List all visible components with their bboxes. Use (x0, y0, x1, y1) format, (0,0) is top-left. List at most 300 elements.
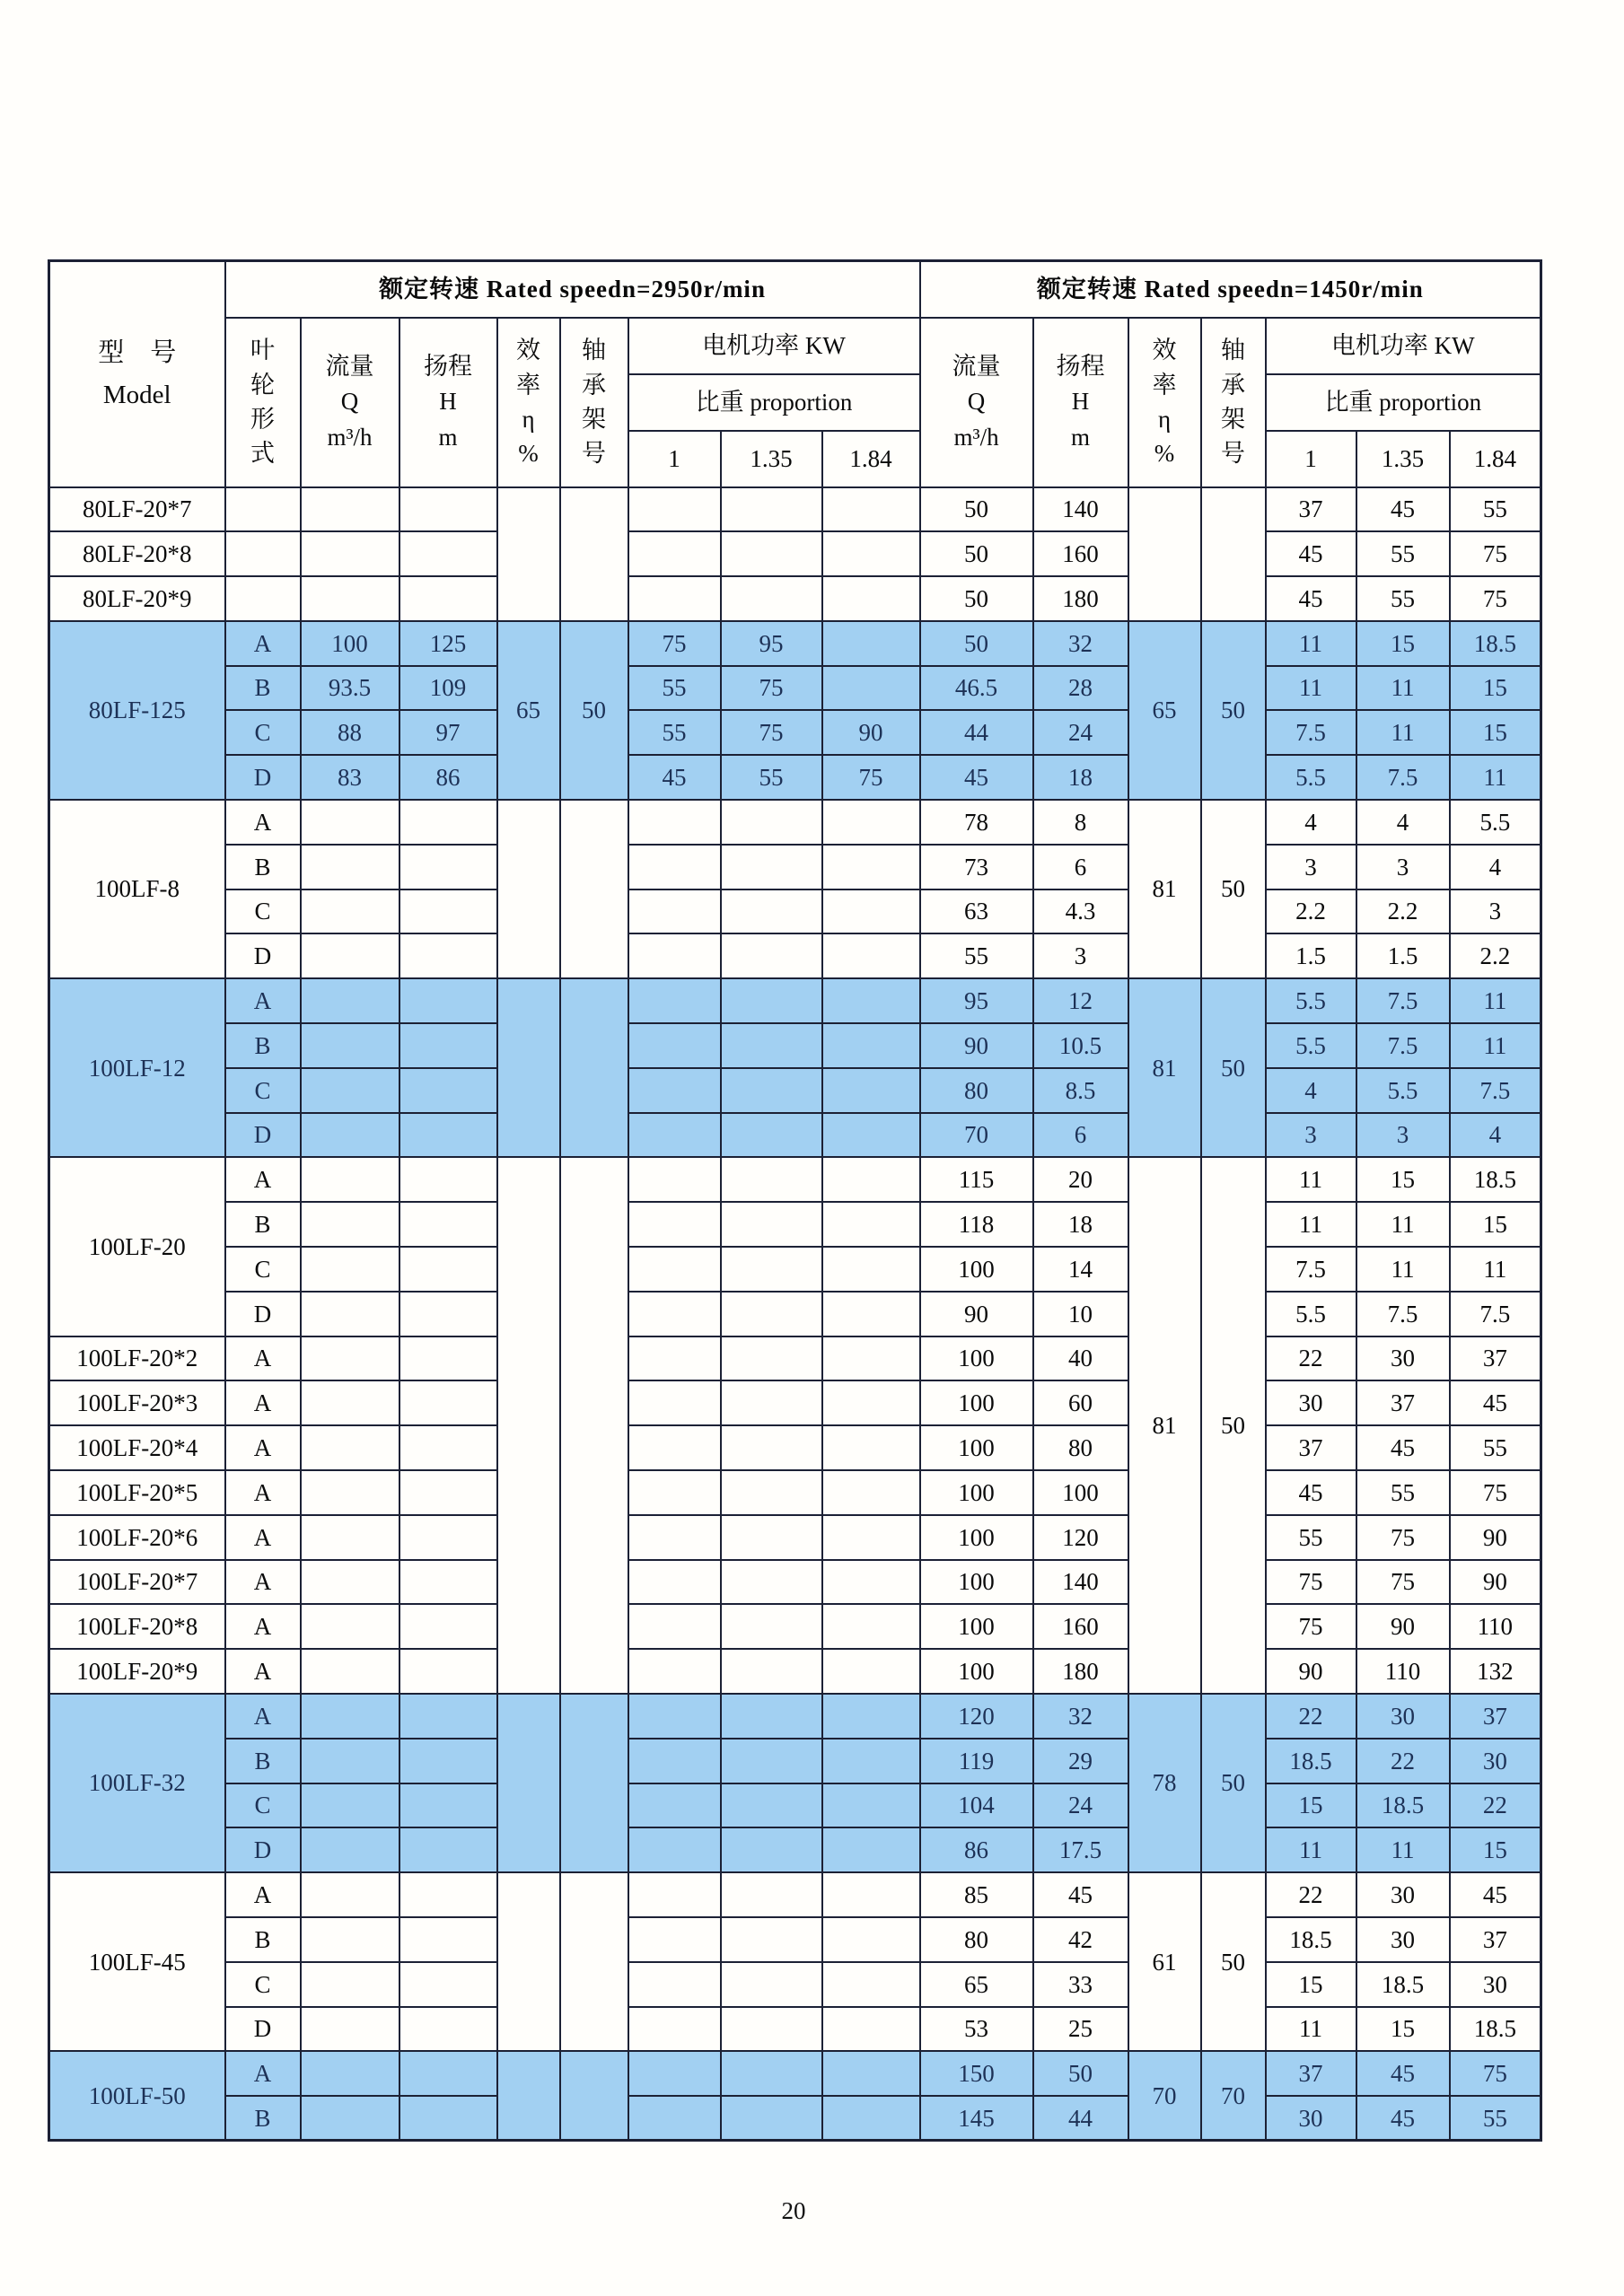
cell-flow-1450: 95 (920, 978, 1033, 1023)
table-row (49, 1962, 1541, 2007)
cell-power-2950-r184 (822, 933, 920, 978)
cell-flow-2950 (301, 889, 399, 934)
header-efficiency-1450: 效 率 η % (1128, 318, 1201, 487)
cell-head-1450: 18 (1033, 755, 1128, 800)
cell-power-1450-r135: 11 (1356, 1202, 1450, 1247)
cell-efficiency-1450: 65 (1128, 621, 1201, 800)
cell-power-2950-r1 (628, 1739, 721, 1783)
cell-power-1450-r1: 75 (1266, 1604, 1356, 1649)
cell-power-2950-r1 (628, 2007, 721, 2052)
cell-power-1450-r1: 22 (1266, 1336, 1356, 1381)
cell-bearing-1450 (1201, 487, 1266, 621)
cell-power-1450-r135: 2.2 (1356, 889, 1450, 934)
cell-power-1450-r135: 4 (1356, 800, 1450, 845)
cell-head-1450: 12 (1033, 978, 1128, 1023)
cell-impeller (225, 487, 301, 532)
cell-head-2950: 97 (399, 710, 497, 755)
cell-bearing-1450: 50 (1201, 621, 1266, 800)
cell-power-1450-r135: 3 (1356, 845, 1450, 889)
header-bearing-1450: 轴 承 架 号 (1201, 318, 1266, 487)
cell-power-1450-r135: 90 (1356, 1604, 1450, 1649)
cell-flow-1450: 65 (920, 1962, 1033, 2007)
cell-impeller: D (225, 755, 301, 800)
cell-power-1450-r184: 37 (1450, 1917, 1541, 1962)
cell-head-2950 (399, 2051, 497, 2096)
cell-flow-1450: 86 (920, 1827, 1033, 1872)
table-row (49, 800, 1541, 845)
cell-power-1450-r184: 5.5 (1450, 800, 1541, 845)
cell-flow-1450: 120 (920, 1694, 1033, 1739)
cell-flow-2950 (301, 1604, 399, 1649)
table-row (49, 1827, 1541, 1872)
cell-power-1450-r135: 30 (1356, 1336, 1450, 1381)
cell-power-2950-r135 (721, 889, 822, 934)
cell-power-1450-r135: 30 (1356, 1872, 1450, 1917)
cell-power-2950-r1 (628, 1023, 721, 1068)
cell-power-2950-r184 (822, 576, 920, 621)
cell-power-2950-r184 (822, 1336, 920, 1381)
header-bearing-2950: 轴 承 架 号 (560, 318, 628, 487)
cell-power-2950-r184 (822, 1604, 920, 1649)
cell-bearing-2950 (560, 1157, 628, 1694)
cell-power-1450-r184: 45 (1450, 1872, 1541, 1917)
cell-power-2950-r1 (628, 1425, 721, 1470)
cell-flow-1450: 50 (920, 621, 1033, 666)
cell-flow-1450: 85 (920, 1872, 1033, 1917)
cell-power-2950-r135 (721, 1292, 822, 1336)
cell-flow-1450: 100 (920, 1649, 1033, 1694)
cell-power-1450-r184: 90 (1450, 1560, 1541, 1605)
cell-impeller: B (225, 1023, 301, 1068)
cell-head-2950 (399, 1336, 497, 1381)
header-ratio-1450-1.35: 1.35 (1356, 431, 1450, 487)
cell-head-2950 (399, 800, 497, 845)
cell-power-2950-r184 (822, 1694, 920, 1739)
cell-power-2950-r1 (628, 1560, 721, 1605)
cell-power-1450-r184: 3 (1450, 889, 1541, 934)
cell-flow-2950 (301, 1068, 399, 1113)
cell-power-2950-r184 (822, 2051, 920, 2096)
cell-flow-2950 (301, 531, 399, 576)
table-row (49, 621, 1541, 666)
table-row (49, 666, 1541, 711)
cell-power-2950-r1 (628, 1068, 721, 1113)
cell-power-1450-r135: 45 (1356, 487, 1450, 532)
cell-flow-1450: 45 (920, 755, 1033, 800)
header-head-1450: 扬程 H m (1033, 318, 1128, 487)
cell-power-2950-r184 (822, 1023, 920, 1068)
cell-power-1450-r135: 11 (1356, 710, 1450, 755)
cell-head-2950 (399, 1113, 497, 1158)
cell-flow-1450: 119 (920, 1739, 1033, 1783)
cell-power-2950-r135 (721, 1113, 822, 1158)
header-model (49, 261, 225, 487)
cell-efficiency-2950 (497, 487, 560, 621)
cell-power-1450-r184: 110 (1450, 1604, 1541, 1649)
table-row (49, 487, 1541, 532)
cell-power-1450-r1: 11 (1266, 621, 1356, 666)
cell-power-2950-r1 (628, 2096, 721, 2141)
cell-power-2950-r184 (822, 1380, 920, 1425)
cell-head-2950 (399, 1604, 497, 1649)
cell-flow-2950 (301, 1783, 399, 1828)
cell-flow-2950 (301, 1202, 399, 1247)
cell-flow-2950 (301, 1336, 399, 1381)
cell-power-1450-r184: 7.5 (1450, 1068, 1541, 1113)
cell-flow-1450: 63 (920, 889, 1033, 934)
cell-power-1450-r184: 55 (1450, 2096, 1541, 2141)
cell-flow-2950 (301, 1962, 399, 2007)
cell-flow-2950 (301, 1739, 399, 1783)
table-row (49, 845, 1541, 889)
table-row (49, 1336, 1541, 1381)
cell-impeller: A (225, 1560, 301, 1605)
cell-flow-2950 (301, 800, 399, 845)
cell-efficiency-1450 (1128, 487, 1201, 621)
table-row (49, 1425, 1541, 1470)
cell-power-2950-r1 (628, 1113, 721, 1158)
table-body (49, 487, 1541, 2141)
cell-head-1450: 10.5 (1033, 1023, 1128, 1068)
cell-head-1450: 18 (1033, 1202, 1128, 1247)
cell-power-2950-r1 (628, 845, 721, 889)
cell-head-1450: 10 (1033, 1292, 1128, 1336)
cell-impeller: C (225, 710, 301, 755)
cell-power-1450-r184: 4 (1450, 1113, 1541, 1158)
cell-head-1450: 45 (1033, 1872, 1128, 1917)
cell-power-1450-r1: 11 (1266, 1157, 1356, 1202)
cell-efficiency-2950 (497, 978, 560, 1157)
cell-power-1450-r184: 18.5 (1450, 1157, 1541, 1202)
cell-power-2950-r1 (628, 1604, 721, 1649)
cell-power-2950-r184 (822, 1739, 920, 1783)
table-row (49, 1157, 1541, 1202)
cell-power-2950-r135 (721, 1560, 822, 1605)
cell-flow-2950 (301, 1515, 399, 1560)
cell-power-2950-r1 (628, 1872, 721, 1917)
cell-efficiency-2950 (497, 1157, 560, 1694)
cell-model: 80LF-20*8 (49, 531, 225, 576)
table-row (49, 1872, 1541, 1917)
cell-power-1450-r184: 55 (1450, 1425, 1541, 1470)
cell-flow-2950 (301, 1425, 399, 1470)
cell-flow-1450: 44 (920, 710, 1033, 755)
cell-power-2950-r135 (721, 1694, 822, 1739)
header-flow-1450: 流量 Q m³/h (920, 318, 1033, 487)
cell-power-1450-r1: 22 (1266, 1872, 1356, 1917)
cell-flow-1450: 100 (920, 1336, 1033, 1381)
header-proportion-2950: 比重 proportion (628, 374, 920, 431)
cell-power-2950-r1 (628, 1827, 721, 1872)
cell-head-2950 (399, 1739, 497, 1783)
cell-power-1450-r184: 15 (1450, 1827, 1541, 1872)
cell-power-1450-r1: 15 (1266, 1783, 1356, 1828)
cell-power-2950-r1 (628, 1694, 721, 1739)
table-row (49, 1917, 1541, 1962)
cell-power-2950-r135 (721, 1470, 822, 1515)
cell-flow-1450: 104 (920, 1783, 1033, 1828)
cell-power-1450-r1: 37 (1266, 1425, 1356, 1470)
cell-power-2950-r184 (822, 1157, 920, 1202)
cell-power-1450-r1: 15 (1266, 1962, 1356, 2007)
cell-bearing-2950 (560, 1872, 628, 2051)
cell-impeller: A (225, 1694, 301, 1739)
cell-head-2950 (399, 1425, 497, 1470)
cell-power-1450-r135: 75 (1356, 1560, 1450, 1605)
table-row (49, 889, 1541, 934)
table-row (49, 1739, 1541, 1783)
cell-model: 100LF-8 (49, 800, 225, 978)
cell-power-1450-r1: 45 (1266, 576, 1356, 621)
cell-power-2950-r1 (628, 576, 721, 621)
cell-power-1450-r1: 5.5 (1266, 1292, 1356, 1336)
cell-flow-1450: 50 (920, 531, 1033, 576)
cell-head-1450: 140 (1033, 487, 1128, 532)
cell-model: 100LF-20*9 (49, 1649, 225, 1694)
cell-power-2950-r184: 90 (822, 710, 920, 755)
cell-bearing-1450: 50 (1201, 1157, 1266, 1694)
cell-power-2950-r1 (628, 978, 721, 1023)
cell-flow-2950 (301, 1827, 399, 1872)
cell-power-2950-r135: 55 (721, 755, 822, 800)
header-efficiency-2950: 效 率 η % (497, 318, 560, 487)
cell-flow-2950 (301, 1649, 399, 1694)
cell-efficiency-1450: 78 (1128, 1694, 1201, 1872)
cell-impeller (225, 531, 301, 576)
cell-impeller: A (225, 621, 301, 666)
cell-flow-1450: 90 (920, 1023, 1033, 1068)
cell-head-2950 (399, 1380, 497, 1425)
cell-flow-1450: 90 (920, 1292, 1033, 1336)
cell-power-1450-r1: 1.5 (1266, 933, 1356, 978)
cell-bearing-2950 (560, 2051, 628, 2141)
table-row (49, 1247, 1541, 1292)
cell-power-2950-r184 (822, 1247, 920, 1292)
cell-head-2950 (399, 1023, 497, 1068)
cell-power-1450-r135: 1.5 (1356, 933, 1450, 978)
cell-bearing-2950 (560, 1694, 628, 1872)
cell-head-1450: 29 (1033, 1739, 1128, 1783)
header-ratio-2950-1: 1 (628, 431, 721, 487)
cell-model: 80LF-20*7 (49, 487, 225, 532)
cell-flow-2950: 83 (301, 755, 399, 800)
cell-power-1450-r184: 37 (1450, 1336, 1541, 1381)
cell-power-1450-r135: 30 (1356, 1917, 1450, 1962)
cell-power-1450-r184: 55 (1450, 487, 1541, 532)
cell-flow-1450: 100 (920, 1560, 1033, 1605)
header-ratio-2950-1.35: 1.35 (721, 431, 822, 487)
cell-power-1450-r1: 7.5 (1266, 1247, 1356, 1292)
cell-power-2950-r135 (721, 1515, 822, 1560)
header-proportion-1450: 比重 proportion (1266, 374, 1541, 431)
cell-power-1450-r135: 15 (1356, 1157, 1450, 1202)
cell-head-1450: 32 (1033, 621, 1128, 666)
header-flow-2950: 流量 Q m³/h (301, 318, 399, 487)
cell-power-2950-r135: 75 (721, 710, 822, 755)
cell-model: 100LF-20*8 (49, 1604, 225, 1649)
table-row (49, 1649, 1541, 1694)
header-motor-power-1450: 电机功率 KW (1266, 318, 1541, 374)
cell-power-1450-r1: 75 (1266, 1560, 1356, 1605)
cell-power-2950-r135 (721, 1827, 822, 1872)
cell-flow-2950 (301, 2007, 399, 2052)
cell-head-2950 (399, 1649, 497, 1694)
cell-impeller: B (225, 2096, 301, 2141)
cell-power-1450-r1: 11 (1266, 2007, 1356, 2052)
cell-power-2950-r184 (822, 1515, 920, 1560)
table-row (49, 1292, 1541, 1336)
cell-power-2950-r1 (628, 1515, 721, 1560)
cell-power-1450-r135: 7.5 (1356, 1292, 1450, 1336)
cell-power-2950-r184 (822, 1783, 920, 1828)
cell-flow-2950 (301, 487, 399, 532)
cell-power-2950-r184 (822, 1470, 920, 1515)
cell-head-1450: 20 (1033, 1157, 1128, 1202)
cell-head-1450: 80 (1033, 1425, 1128, 1470)
cell-head-1450: 100 (1033, 1470, 1128, 1515)
cell-power-1450-r184: 11 (1450, 978, 1541, 1023)
cell-flow-1450: 80 (920, 1917, 1033, 1962)
cell-flow-2950: 93.5 (301, 666, 399, 711)
cell-head-2950 (399, 1292, 497, 1336)
cell-power-1450-r184: 75 (1450, 1470, 1541, 1515)
cell-power-1450-r184: 75 (1450, 576, 1541, 621)
cell-power-2950-r135 (721, 487, 822, 532)
cell-efficiency-2950 (497, 2051, 560, 2141)
table-row (49, 576, 1541, 621)
cell-impeller: C (225, 1068, 301, 1113)
cell-power-2950-r1: 55 (628, 666, 721, 711)
cell-power-2950-r184 (822, 1113, 920, 1158)
cell-power-1450-r1: 37 (1266, 487, 1356, 532)
cell-flow-1450: 55 (920, 933, 1033, 978)
cell-head-1450: 17.5 (1033, 1827, 1128, 1872)
cell-head-2950 (399, 1247, 497, 1292)
cell-head-1450: 180 (1033, 576, 1128, 621)
table-row (49, 1694, 1541, 1739)
cell-flow-2950: 88 (301, 710, 399, 755)
cell-power-2950-r184 (822, 621, 920, 666)
cell-flow-2950 (301, 1023, 399, 1068)
cell-flow-1450: 100 (920, 1425, 1033, 1470)
cell-power-1450-r135: 15 (1356, 2007, 1450, 2052)
cell-impeller: C (225, 1247, 301, 1292)
cell-head-2950 (399, 1694, 497, 1739)
cell-impeller: B (225, 845, 301, 889)
cell-model: 100LF-20*7 (49, 1560, 225, 1605)
cell-power-2950-r1 (628, 1247, 721, 1292)
cell-impeller: D (225, 1113, 301, 1158)
cell-model: 80LF-125 (49, 621, 225, 800)
cell-power-1450-r1: 45 (1266, 1470, 1356, 1515)
cell-power-1450-r135: 45 (1356, 2051, 1450, 2096)
cell-power-1450-r184: 11 (1450, 1023, 1541, 1068)
cell-power-1450-r135: 7.5 (1356, 1023, 1450, 1068)
cell-head-1450: 8 (1033, 800, 1128, 845)
cell-power-2950-r1: 55 (628, 710, 721, 755)
cell-power-1450-r135: 7.5 (1356, 978, 1450, 1023)
table-row (49, 978, 1541, 1023)
cell-head-2950 (399, 933, 497, 978)
cell-power-2950-r135 (721, 1023, 822, 1068)
cell-impeller: A (225, 1872, 301, 1917)
cell-head-1450: 4.3 (1033, 889, 1128, 934)
cell-power-1450-r1: 3 (1266, 1113, 1356, 1158)
cell-impeller: A (225, 1515, 301, 1560)
cell-head-1450: 8.5 (1033, 1068, 1128, 1113)
cell-flow-1450: 100 (920, 1470, 1033, 1515)
cell-power-2950-r135 (721, 1068, 822, 1113)
cell-head-2950 (399, 1962, 497, 2007)
cell-power-2950-r184 (822, 1827, 920, 1872)
cell-flow-1450: 80 (920, 1068, 1033, 1113)
cell-impeller: A (225, 1380, 301, 1425)
cell-power-1450-r135: 11 (1356, 666, 1450, 711)
cell-impeller: A (225, 1470, 301, 1515)
cell-head-2950 (399, 1157, 497, 1202)
cell-model: 100LF-20*4 (49, 1425, 225, 1470)
cell-power-2950-r135 (721, 1649, 822, 1694)
cell-head-1450: 25 (1033, 2007, 1128, 2052)
cell-power-2950-r135 (721, 1783, 822, 1828)
cell-head-2950 (399, 1470, 497, 1515)
cell-power-1450-r135: 18.5 (1356, 1962, 1450, 2007)
cell-power-2950-r184 (822, 1917, 920, 1962)
header-motor-power-2950: 电机功率 KW (628, 318, 920, 374)
cell-power-1450-r135: 55 (1356, 576, 1450, 621)
cell-flow-1450: 50 (920, 487, 1033, 532)
cell-head-1450: 140 (1033, 1560, 1128, 1605)
table-row (49, 2007, 1541, 2052)
cell-power-1450-r1: 30 (1266, 2096, 1356, 2141)
cell-bearing-1450: 50 (1201, 978, 1266, 1157)
cell-head-1450: 160 (1033, 531, 1128, 576)
cell-flow-2950 (301, 1560, 399, 1605)
cell-power-2950-r184 (822, 1202, 920, 1247)
cell-power-2950-r135 (721, 845, 822, 889)
cell-head-1450: 60 (1033, 1380, 1128, 1425)
cell-flow-1450: 100 (920, 1515, 1033, 1560)
cell-power-1450-r184: 15 (1450, 710, 1541, 755)
cell-power-1450-r135: 30 (1356, 1694, 1450, 1739)
cell-power-2950-r1 (628, 1292, 721, 1336)
cell-power-2950-r184 (822, 1649, 920, 1694)
cell-head-1450: 50 (1033, 2051, 1128, 2096)
cell-head-2950 (399, 845, 497, 889)
cell-power-2950-r184 (822, 845, 920, 889)
cell-power-1450-r1: 5.5 (1266, 1023, 1356, 1068)
cell-flow-1450: 50 (920, 576, 1033, 621)
cell-flow-2950 (301, 576, 399, 621)
cell-power-1450-r1: 37 (1266, 2051, 1356, 2096)
cell-power-2950-r135 (721, 531, 822, 576)
cell-power-2950-r184 (822, 978, 920, 1023)
cell-power-1450-r1: 2.2 (1266, 889, 1356, 934)
cell-power-1450-r1: 4 (1266, 1068, 1356, 1113)
cell-power-2950-r135: 75 (721, 666, 822, 711)
cell-flow-1450: 53 (920, 2007, 1033, 2052)
cell-flow-2950 (301, 933, 399, 978)
cell-power-2950-r1 (628, 1380, 721, 1425)
cell-head-1450: 33 (1033, 1962, 1128, 2007)
cell-head-2950 (399, 576, 497, 621)
cell-power-1450-r1: 11 (1266, 666, 1356, 711)
cell-model: 100LF-20*5 (49, 1470, 225, 1515)
cell-head-1450: 44 (1033, 2096, 1128, 2141)
cell-flow-1450: 73 (920, 845, 1033, 889)
cell-power-1450-r135: 110 (1356, 1649, 1450, 1694)
cell-efficiency-2950 (497, 1694, 560, 1872)
